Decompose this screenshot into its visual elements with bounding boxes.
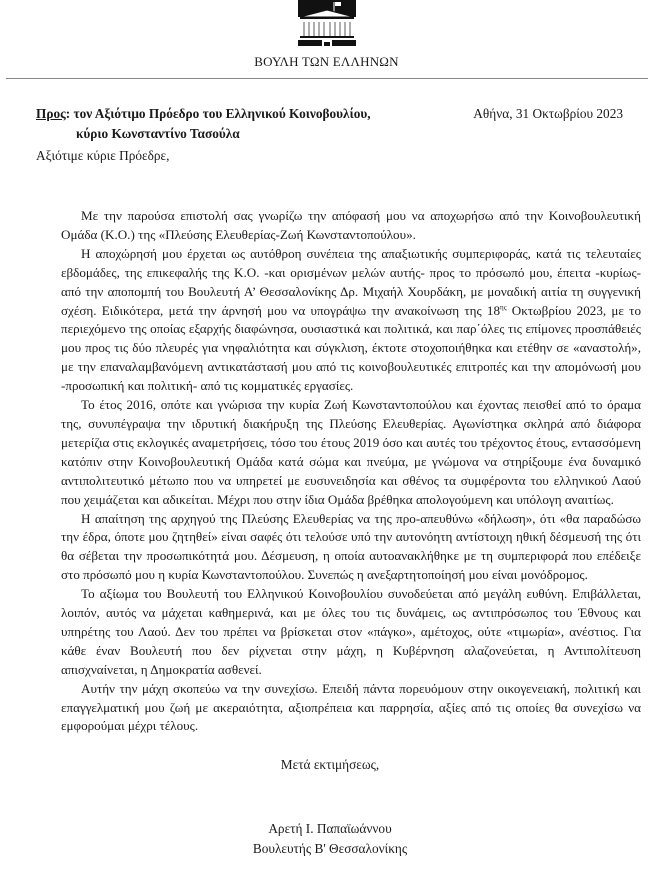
institution-name: ΒΟΥΛΗ ΤΩΝ ΕΛΛΗΝΩΝ: [254, 54, 399, 69]
paragraph-2: [61, 245, 641, 396]
paragraph-5: Το αξίωμα του Βουλευτή του Ελληνικού Κοινοβουλίου συνοδεύεται από μεγάλη ευθύνη. Επιβάλλεται, λοιπόν, αυτός να μάχεται καθημερινά, και με όλες του τις δυνάμεις, ως αντιπρόσωπος του Έθνους και υπηρέτης του Λαού. Δεν του πρέπει να βρίσκεται στον «πάγκο», αμέτοχος, ούτε «τιμωρία», ανέστιος. Για κάθε έναν Βουλευτή που δεν ρίχνεται στην μάχη, η Κυβέρνηση αλαζονεύεται, η Αντιπολίτευση απισχναίνεται, η Δημοκρατία ασθενεί.: [61, 586, 641, 677]
paragraph-2-end: Οκτωβρίου 2023, με το περιεχόμενο της οποίας εξαρχής διαφώνησα, ουσιαστικά και πολιτικά, και παρ΄όλες τις επίμονες προσπάθειές μου προς τις δύο πλευρές για νηφαλιότητα και σύγκλιση, έκτοτε στοχοποιήθηκα και ετέθην σε «αναστολή», με την επαναλαμβανόμενη αντικατάστασή μου από τις κοινοβουλευτικές επιτροπές και την απομόνωσή μου -προσωπική και πολιτική- από τις κομματικές εργασίες.: [61, 302, 641, 394]
paragraph-4: Η απαίτηση της αρχηγού της Πλεύσης Ελευθερίας να της προ-απευθύνω «δήλωση», ότι «θα παραδώσω την έδρα, όποτε μου ζητηθεί» είναι σαφές ότι τελούσε υπό την αυτονόητη αντίστοιχη ηθική δέσμευσή της ότι θα σέβεται την προσωπικότητά μου. Δέσμευση, η οποία αυτοανακλήθηκε με τη συμπεριφορά που επέδειξε στο πρόσωπό μου η κυρία Κωνσταντοπούλου. Συνεπώς η ανεξαρτητοποίησή μου είναι μονόδρομος.: [61, 510, 641, 583]
paragraph-3: Το έτος 2016, οπότε και γνώρισα την κυρία Ζωή Κωνσταντοπούλου και έχοντας πεισθεί από το όραμα της, συνυπέγραψα την ιδρυτική διακήρυξη της Πλεύσης Ελευθερίας. Αγωνίστηκα σκληρά από διάφορα μετερίζια στις εκλογικές αναμετρήσεις, τόσο του έτους 2019 όσο και αυτές του τρέχοντος έτους, εντασσόμενη κατόπιν στην Κοινοβουλευτική Ομάδα κατά σώμα και πνεύμα, με γνώμονα να στηρίξουμε ένα δυναμικό αντιπολιτευτικό μέτωπο που να υπηρετεί με ευσυνειδησία και σθένος τα συμφέροντα του ελληνικού Λαού που χειμάζεται και αδικείται. Μέχρι που στην ίδια Ομάδα βρέθηκα απολογούμενη και υπόλογη αναιτίως.: [61, 397, 641, 507]
letter-body: [61, 207, 641, 736]
signatory-name: Αρετή Ι. Παπαϊωάννου: [268, 821, 392, 836]
parliament-building-logo: [296, 0, 358, 48]
paragraph-1: Με την παρούσα επιστολή σας γνωρίζω την απόφασή μου να αποχωρήσω από την Κοινοβουλευτική Ομάδα (Κ.Ο.) της «Πλεύσης Ελευθερίας-Ζωή Κωνσταντοπούλου».: [61, 208, 641, 242]
signatory-title: Βουλευτής Β' Θεσσαλονίκης: [252, 841, 408, 856]
closing: Μετά εκτιμήσεως,: [280, 757, 380, 772]
recipient-line-1: : τον Αξιότιμο Πρόεδρο του Ελληνικού Κοινοβουλίου,: [65, 106, 371, 121]
header-divider: [6, 78, 648, 79]
recipient-label: Προς: [36, 106, 66, 121]
recipient-line-2: κύριο Κωνσταντίνο Τασούλα: [76, 125, 240, 141]
salutation: Αξιότιμε κύριε Πρόεδρε,: [36, 148, 170, 163]
letter-date: Αθήνα, 31 Οκτωβρίου 2023: [473, 106, 623, 121]
ordinal-suffix: ης: [500, 303, 507, 312]
paragraph-6: Αυτήν την μάχη σκοπεύω να την συνεχίσω. Επειδή πάντα πορευόμουν στην οικογενειακή, πολιτική και επαγγελματική μου ζωή με ακεραιότητα, αξιοπρέπεια και παρρησία, αξίες από τις οποίες θα συνεχίσω να εμφορούμαι μέχρι τέλους.: [61, 680, 641, 734]
signature-block: [0, 819, 653, 859]
paragraph-2-start: Η αποχώρησή μου έρχεται ως αυτόθροη συνέπεια της απαξιωτικής συμπεριφοράς, κατά τις τελευταίες εβδομάδες, της επικεφαλής της Κ.Ο. -και ορισμένων μελών αυτής- προς το πρόσωπό μου, έπειτα -κυρίως- από την αποπομπή του Βουλευτή Α’ Θεσσαλονίκης Δρ. Μιχαήλ Χουρδάκη, με μοναδική αιτία τη συγγενική σχέση. Ειδικότερα, μετά την άρνησή μου να υπογράψω την ανακοίνωση της 18: [61, 245, 641, 318]
recipient-block: [36, 104, 371, 143]
